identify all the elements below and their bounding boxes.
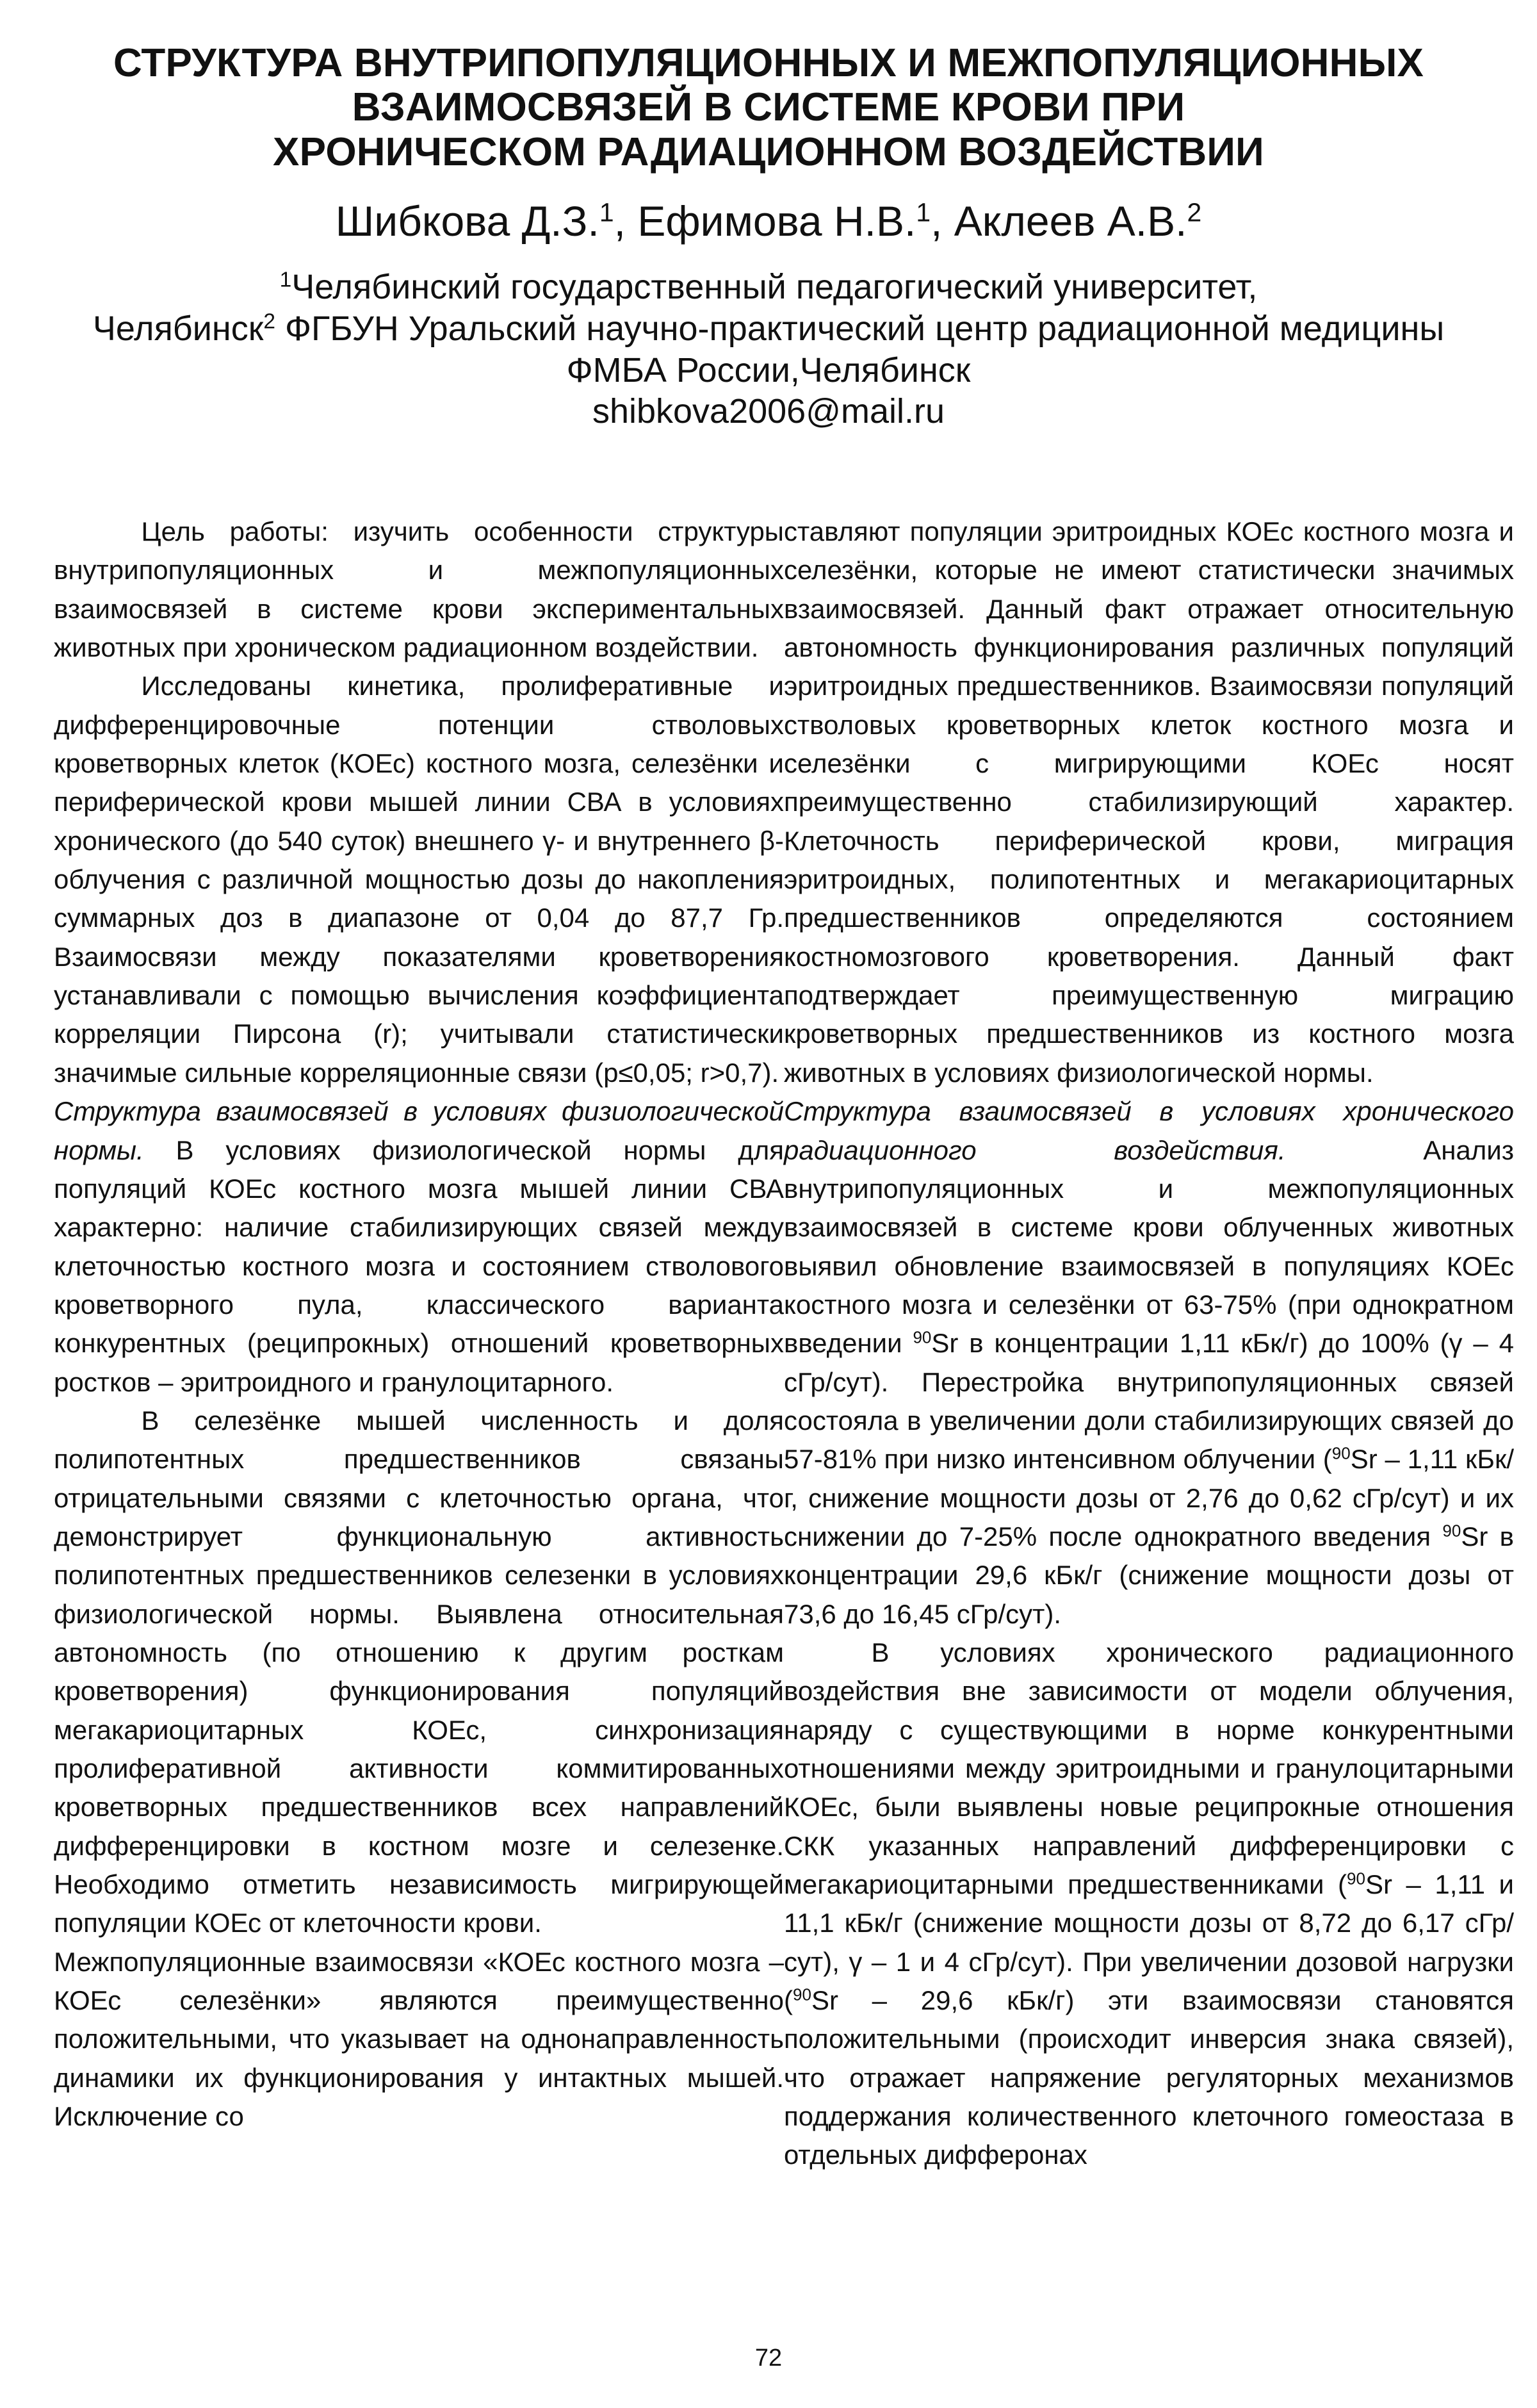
paragraph-radiation xyxy=(784,1092,1514,1634)
paragraph-methods: Исследованы кинетика, пролиферативные и дифференцировочные потенции стволовых кроветворных клеток (КОЕс) костного мозга, селезёнки и периферической крови мышей линии СВА в условиях хронического (до 540 суток) внешнего γ- и внутреннего β-облучения с различной мощностью дозы до накопления суммарных доз в диапазоне от 0,04 до 87,7 Гр. Взаимосвязи между показателями кроветворения устанавливали с помощью вычисления коэффициента корреляции Пирсона (r); учитывали статистически значимые сильные корреляционные связи (p≤0,05; r>0,7). xyxy=(54,671,784,1088)
left-column xyxy=(54,512,784,2136)
article-title xyxy=(102,41,1435,174)
author-separator-1: , xyxy=(614,197,638,245)
radiation-text-a: Анализ внутрипопуляционных и межпопуляционных взаимосвязей в системе крови облученных животных выявил обновление взаимосвязей в популяциях КОЕс костного мозга и селезёнки от 63-75% (при однократном введении xyxy=(784,1134,1514,1359)
title-line-2: ВЗАИМОСВЯЗЕЙ В СИСТЕМЕ КРОВИ ПРИ xyxy=(352,85,1185,130)
isotope-mass-number: 90 xyxy=(1442,1521,1461,1541)
paragraph-norm xyxy=(54,1092,784,1402)
isotope-mass-number: 90 xyxy=(793,1985,811,2004)
author-separator-2: , xyxy=(931,197,954,245)
affiliation-city: Челябинск xyxy=(92,309,264,348)
author-1-affiliation-mark: 1 xyxy=(599,197,614,227)
affiliation-line-3: ФМБА России,Челябинск xyxy=(566,350,971,389)
isotope-mass-number: 90 xyxy=(1331,1443,1351,1463)
title-line-3: ХРОНИЧЕСКОМ РАДИАЦИОННОМ ВОЗДЕЙСТВИИ xyxy=(273,129,1264,174)
radiation-text-c: Sr – 1,11 кБк/г, снижение мощности дозы от 2,76 до 0,62 сГр/сут) и их снижении до 7-25% после однократного введения xyxy=(784,1444,1514,1552)
paragraph-chronic xyxy=(784,1634,1514,2175)
affiliation-line-1 xyxy=(38,266,1499,308)
paragraph-continuation: ставляют популяции эритроидных КОЕс костного мозга и селезёнки, которые не имеют статистически значимых взаимосвязей. Данный факт отражает относительную автономность функционирования различных популяций эритроидных предшественников. Взаимосвязи популяций стволовых кроветворных клеток костного мозга и селезёнки с мигрирующими КОЕс носят преимущественно стабилизирующий характер. Клеточность периферической крови, миграция эритроидных, полипотентных и мегакариоцитарных предшественников определяются состоянием костномозгового кроветворения. Данный факт подтверждает преимущественную миграцию кроветворных предшественников из костного мозга животных в условиях физиологической нормы. xyxy=(784,516,1514,1088)
contact-email: shibkova2006@mail.ru xyxy=(592,392,945,431)
chronic-text-a: В условиях хронического радиационного воздействия вне зависимости от модели облучения, наряду с существующими в норме конкурентными отношениями между эритроидными и гранулоцитарными КОЕс, были выявлены новые реципрокные отношения СКК указанных направлений дифференцировки с мегакариоцитарными предшественниками ( xyxy=(784,1637,1514,1900)
author-akleev: Аклеев А.В. xyxy=(954,197,1187,245)
affiliation-1-mark: 1 xyxy=(279,268,292,292)
isotope-mass-number: 90 xyxy=(913,1327,932,1347)
title-line-1: СТРУКТУРА ВНУТРИПОПУЛЯЦИОННЫХ И МЕЖПОПУЛЯЦИОННЫХ xyxy=(113,41,1424,85)
affiliation-2-text: ФГБУН Уральский научно-практический центр радиационной медицины xyxy=(275,309,1445,348)
authors xyxy=(102,196,1435,247)
chronic-text-b: Sr – 1,11 и 11,1 кБк/г (снижение мощности дозы от 8,72 до 6,17 сГр/сут), γ – 1 и 4 сГр/сут). При увеличении дозовой нагрузки ( xyxy=(784,1869,1514,2016)
paragraph-spleen: В селезёнке мышей численность и доля полипотентных предшественников связаны отрицательными связями с клеточностью органа, что демонстрирует функциональную активность полипотентных предшественников селезенки в условиях физиологической нормы. Выявлена относительная автономность (по отношению к другим росткам кроветворения) функционирования популяций мегакариоцитарных КОЕс, синхронизация пролиферативной активности коммитированных кроветворных предшественников всех направлений дифференцировки в костном мозге и селезенке. Необходимо отметить независимость мигрирующей популяции КОЕс от клеточности крови. xyxy=(54,1405,784,1938)
author-3-affiliation-mark: 2 xyxy=(1187,197,1202,227)
right-column xyxy=(784,512,1514,2175)
radiation-text-b: Sr в концентрации 1,11 кБк/г) до 100% (γ – 4 сГр/сут). Перестройка внутрипопуляционных связей состояла в увеличении доли стабилизирующих связей до 57-81% при низко интенсивном облучении ( xyxy=(784,1328,1514,1475)
section-heading-radiation: Структура взаимосвязей в условиях хронического радиационного воздействия. xyxy=(784,1096,1514,1165)
paragraph-aim: Цель работы: изучить особенности структуры внутрипопуляционных и межпопуляционных взаимосвязей в системе крови экспериментальных животных при хроническом радиационном воздействии. xyxy=(54,516,784,663)
affiliation-1-text: Челябинский государственный педагогический университет, xyxy=(291,268,1258,306)
author-efimova: Ефимова Н.В. xyxy=(637,197,916,245)
section-heading-norm: Структура взаимосвязей в условиях физиологической нормы. xyxy=(54,1096,784,1165)
author-2-affiliation-mark: 1 xyxy=(916,197,931,227)
paragraph-interpopulation: Межпопуляционные взаимосвязи «КОЕс костного мозга – КОЕс селезёнки» являются преимущественно положительными, что указывает на однонаправленность динамики их функционирования у интактных мышей. Исключение со xyxy=(54,1946,784,2132)
radiation-text-d: Sr в концентрации 29,6 кБк/г (снижение мощности дозы от 73,6 до 16,45 сГр/сут). xyxy=(784,1521,1514,1629)
chronic-text-c: Sr – 29,6 кБк/г) эти взаимосвязи становятся положительными (происходит инверсия знака связей), что отражает напряжение регуляторных механизмов поддержания количественного клеточного гомеостаза в отдельных дифферонах xyxy=(784,1985,1514,2170)
author-shibkova: Шибкова Д.З. xyxy=(335,197,599,245)
affiliation-2-mark: 2 xyxy=(263,309,275,334)
affiliation-line-2 xyxy=(38,308,1499,350)
paragraph-norm-text: В условиях физиологической нормы для популяций КОЕс костного мозга мышей линии СВА характерно: наличие стабилизирующих связей между клеточностью костного мозга и состоянием стволового кроветворного пула, классического варианта конкурентных (реципрокных) отношений кроветворных ростков – эритроидного и гранулоцитарного. xyxy=(54,1134,784,1397)
page-number: 72 xyxy=(754,2345,783,2371)
isotope-mass-number: 90 xyxy=(1346,1869,1365,1888)
affiliations xyxy=(38,266,1499,432)
